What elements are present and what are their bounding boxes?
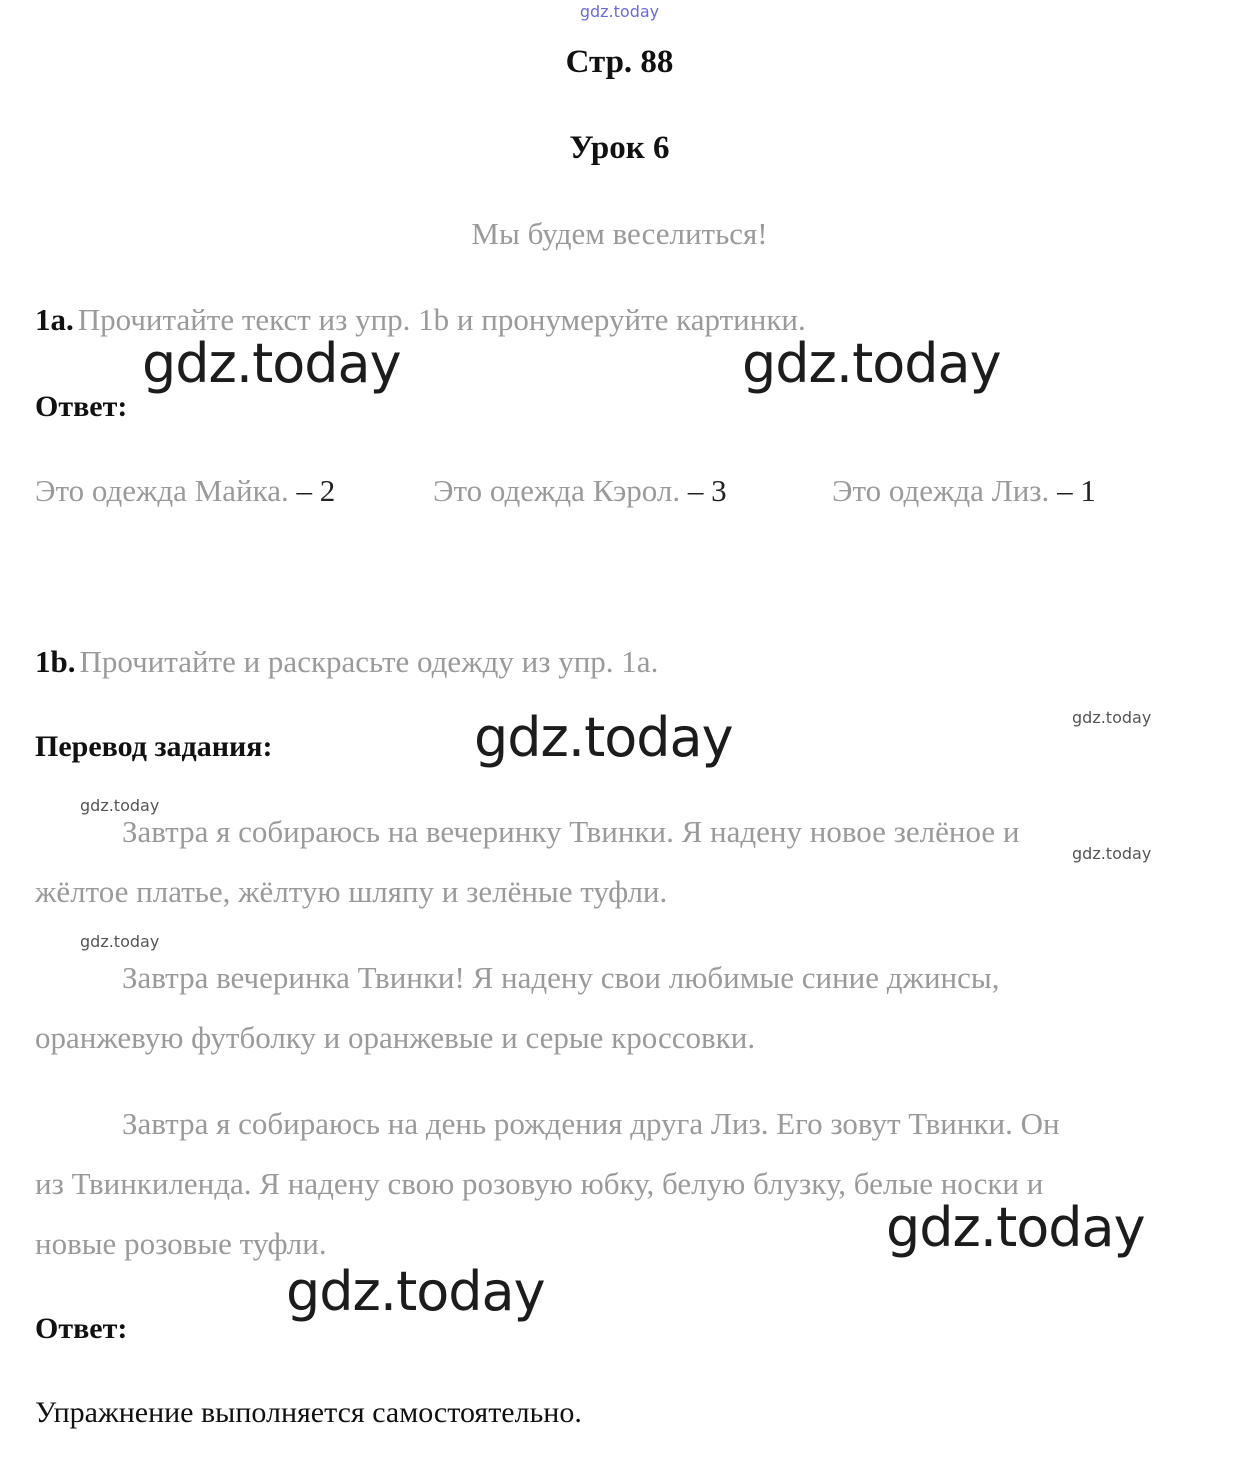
- translation-label: Перевод задания:: [35, 730, 273, 763]
- answer-item-number: – 1: [1057, 473, 1096, 508]
- task-1b-text: Прочитайте и раскрасьте одежду из упр. 1a.: [79, 644, 659, 679]
- answer-item: [433, 473, 727, 509]
- lesson-subtitle: Мы будем веселиться!: [471, 216, 768, 251]
- task-1a-number: 1a.: [35, 302, 74, 337]
- lesson-title: Урок 6: [569, 130, 670, 166]
- paragraph-line: Завтра я собираюсь на день рождения друга Лиз. Его зовут Твинки. Он: [122, 1106, 1060, 1141]
- watermark-top: gdz.today: [579, 2, 660, 21]
- answer-item-text: Это одежда Кэрол.: [433, 473, 688, 508]
- answer-item-number: – 2: [296, 473, 336, 508]
- paragraph-line: Завтра вечеринка Твинки! Я надену свои любимые синие джинсы,: [122, 960, 1000, 995]
- watermark-small: gdz.today: [80, 932, 160, 951]
- paragraph-line: жёлтое платье, жёлтую шляпу и зелёные туфли.: [35, 874, 668, 909]
- answer-item-number: – 3: [687, 473, 727, 508]
- paragraph-line: Завтра я собираюсь на вечеринку Твинки. Я надену новое зелёное и: [122, 814, 1020, 849]
- watermark-small: gdz.today: [1072, 708, 1152, 727]
- watermark-small: gdz.today: [1072, 844, 1152, 863]
- task-1b-number: 1b.: [35, 644, 76, 679]
- answer-item: [832, 473, 1096, 509]
- task-1b: [35, 644, 658, 680]
- answer-item-text: Это одежда Лиз.: [832, 473, 1058, 508]
- paragraph-line: новые розовые туфли.: [35, 1226, 327, 1261]
- paragraph-line: оранжевую футболку и оранжевые и серые кроссовки.: [35, 1020, 756, 1055]
- answer-item: [35, 473, 335, 509]
- watermark-big: gdz.today: [474, 706, 733, 769]
- watermark-small: gdz.today: [80, 796, 160, 815]
- paragraph-line: из Твинкиленда. Я надену свою розовую юбку, белую блузку, белые носки и: [35, 1166, 1044, 1201]
- watermark-big: gdz.today: [742, 332, 1001, 395]
- task-1a-text: Прочитайте текст из упр. 1b и пронумеруйте картинки.: [77, 302, 806, 337]
- task-1b-answer-label: Ответ:: [35, 1312, 128, 1345]
- task-1b-answer-text: Упражнение выполняется самостоятельно.: [35, 1396, 582, 1429]
- watermark-big: gdz.today: [286, 1260, 545, 1323]
- answer-item-text: Это одежда Майка.: [35, 473, 297, 508]
- watermark-big: gdz.today: [886, 1196, 1145, 1259]
- watermark-big: gdz.today: [142, 332, 401, 395]
- page-header: Стр. 88: [565, 44, 674, 80]
- task-1a-answer-label: Ответ:: [35, 390, 128, 423]
